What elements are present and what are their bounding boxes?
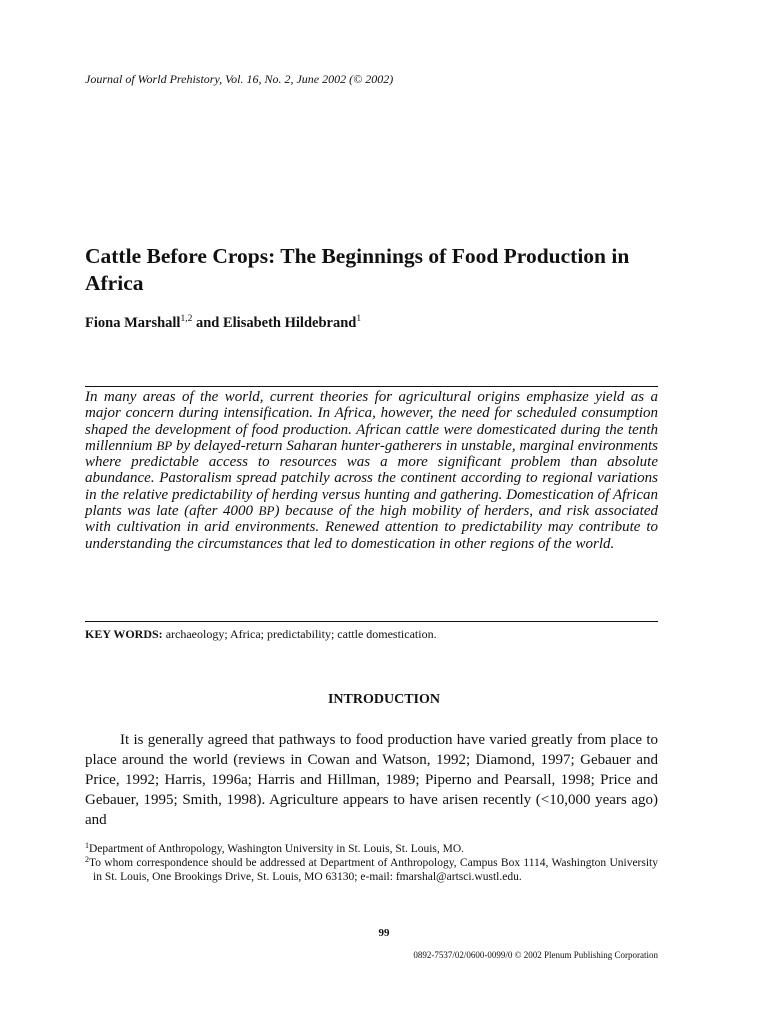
- running-head: Journal of World Prehistory, Vol. 16, No. 2, June 2002 (© 2002): [85, 72, 394, 86]
- footnotes: [85, 842, 658, 884]
- author-line: [85, 315, 361, 332]
- keywords-text: archaeology; Africa; predictability; cattle domestication.: [162, 627, 437, 641]
- copyright-line: 0892-7537/02/0600-0099/0 © 2002 Plenum Publishing Corporation: [413, 950, 658, 960]
- introduction-paragraph: It is generally agreed that pathways to food production have varied greatly from place to place around the world (reviews in Cowan and Watson, 1992; Diamond, 1997; Gebauer and Price, 1992; Harris, 1996a; Harris and Hillman, 1989; Piperno and Pearsall, 1998; Price and Gebauer, 1995; Smith, 1998). Agriculture appears to have arisen recently (<10,000 years ago) and: [85, 732, 658, 828]
- abstract-bp-abbrev: BP: [258, 503, 275, 519]
- abstract-top-rule: [85, 386, 658, 387]
- abstract-segment: by delayed-return Saharan hunter-gatherers in unstable, marginal environments where predictable access to resources was a more significant problem than absolute abundance. Pastoralism spread patchily across the continent according to regional variations in the relative predictability of herding versus hunting and gathering. Domestication of African plants was late (after 4000: [85, 437, 659, 520]
- footnote-mark: 1: [85, 841, 89, 850]
- keywords-label: KEY WORDS:: [85, 627, 163, 641]
- abstract-segment: ) because of the high mobility of herders, and risk associated with cultivation in arid environments. Renewed attention to predictability may contribute to understanding the circumstances that led to domestication in other regions of the world.: [85, 503, 658, 552]
- author-name: Elisabeth Hildebrand: [222, 315, 357, 331]
- keywords-line: [85, 627, 437, 642]
- footnote: [85, 842, 658, 856]
- abstract-bp-abbrev: BP: [156, 437, 173, 453]
- footnote-text: Department of Anthropology, Washington University in St. Louis, St. Louis, MO.: [89, 843, 465, 855]
- page-number: 99: [378, 927, 390, 939]
- affiliation-marker: 1: [356, 314, 362, 324]
- section-heading-introduction: INTRODUCTION: [327, 692, 440, 707]
- abstract-bottom-rule: [85, 621, 658, 622]
- article-title: Cattle Before Crops: The Beginnings of Food Production in Africa: [85, 244, 630, 295]
- abstract-segment: In many areas of the world, current theories for agricultural origins emphasize yield as a major concern during intensification. In Africa, however, the need for scheduled consumption shaped the development of food production. African cattle were domesticated during the tenth millennium: [85, 389, 658, 454]
- footnote-mark: 2: [85, 855, 89, 864]
- author-conjunction: and: [192, 315, 223, 331]
- abstract-text: [85, 389, 658, 552]
- affiliation-marker: 1,2: [180, 314, 193, 324]
- author-name: Fiona Marshall: [85, 315, 181, 331]
- footnote: [85, 856, 658, 884]
- footnote-text: To whom correspondence should be addressed at Department of Anthropology, Campus Box 1114, Washington University in St. Louis, One Brookings Drive, St. Louis, MO 63130; e-mail: fmarshal@artsci.wustl.edu.: [89, 857, 658, 883]
